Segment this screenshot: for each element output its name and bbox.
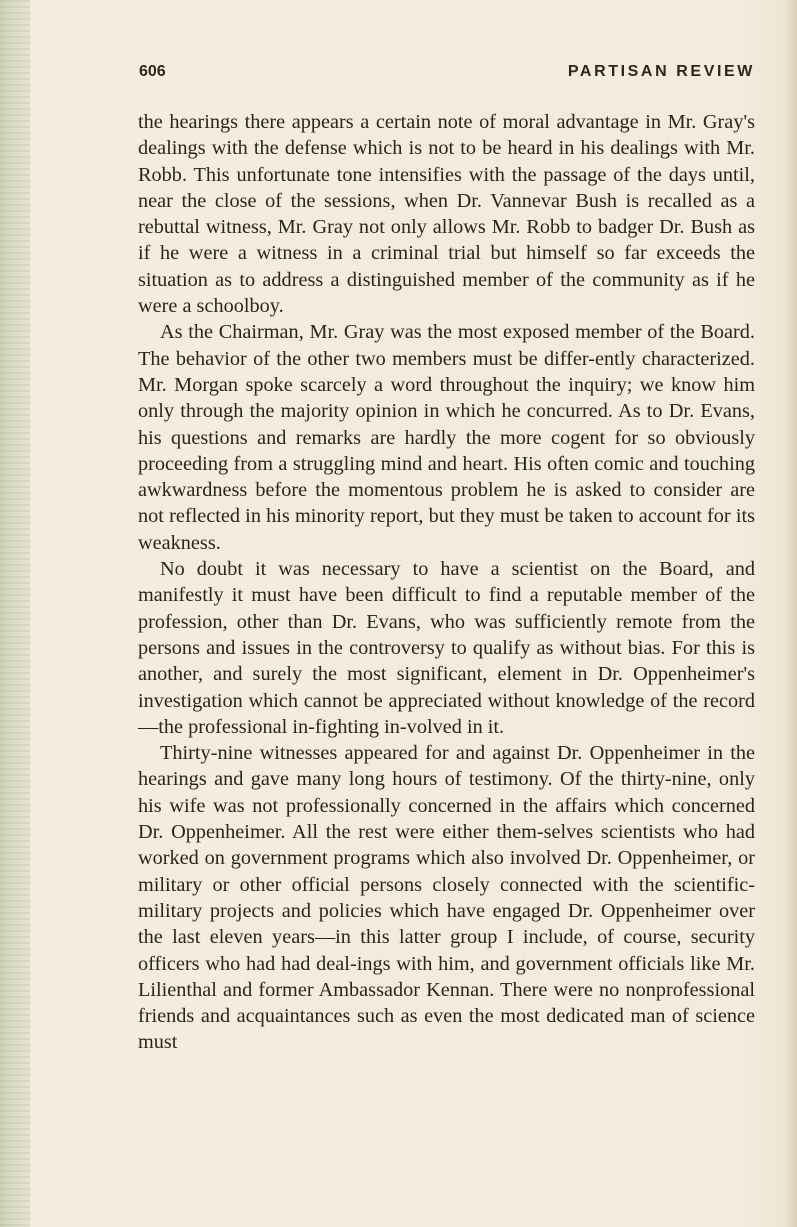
- body-paragraph-4: Thirty-nine witnesses appeared for and against Dr. Oppenheimer in the hearings and gave many long hours of testimony. Of the thirty-nine, only his wife was not professionally concerned in the affairs which concerned Dr. Oppenheimer. All the rest were either them-selves scientists who had worked on government programs which also involved Dr. Oppenheimer, or military or other official persons closely connected with the scientific-military projects and policies which have engaged Dr. Oppenheimer over the last eleven years—in this latter group I include, of course, security officers who had had deal-ings with him, and government officials like Mr. Lilienthal and former Ambassador Kennan. There were no nonprofessional friends and acquaintances such as even the most dedicated man of science must: [138, 742, 755, 1054]
- running-head: PARTISAN REVIEW: [567, 63, 755, 80]
- page-number: 606: [139, 63, 166, 80]
- book-binding-edge: [0, 0, 30, 1227]
- body-paragraph-3: No doubt it was necessary to have a scientist on the Board, and manifestly it must have been difficult to find a reputable member of the profession, other than Dr. Evans, who was sufficiently remote from the persons and issues in the controversy to qualify as without bias. For this is another, and surely the most significant, element in Dr. Oppenheimer's investigation which cannot be appreciated without knowledge of the record—the professional in-fighting in-volved in it.: [138, 558, 755, 738]
- page-edge-shadow: [785, 0, 797, 1227]
- article-body: [138, 109, 755, 1056]
- body-paragraph-2: As the Chairman, Mr. Gray was the most exposed member of the Board. The behavior of the other two members must be differ-ently characterized. Mr. Morgan spoke scarcely a word throughout the inquiry; we know him only through the majority opinion in which he concurred. As to Dr. Evans, his questions and remarks are hardly the more cogent for so obviously proceeding from a struggling mind and heart. His often comic and touching awkwardness before the momentous problem he is asked to consider are not reflected in his minority report, but they must be taken to account for its weakness.: [138, 321, 755, 554]
- body-paragraph-1: the hearings there appears a certain note of moral advantage in Mr. Gray's dealings with the defense which is not to be heard in his dealings with Mr. Robb. This unfortunate tone intensifies with the passage of the days until, near the close of the sessions, when Dr. Vannevar Bush is recalled as a rebuttal witness, Mr. Gray not only allows Mr. Robb to badger Dr. Bush as if he were a witness in a criminal trial but himself so far exceeds the situation as to address a distinguished member of the community as if he were a schoolboy.: [138, 111, 755, 318]
- page-header: [139, 63, 755, 83]
